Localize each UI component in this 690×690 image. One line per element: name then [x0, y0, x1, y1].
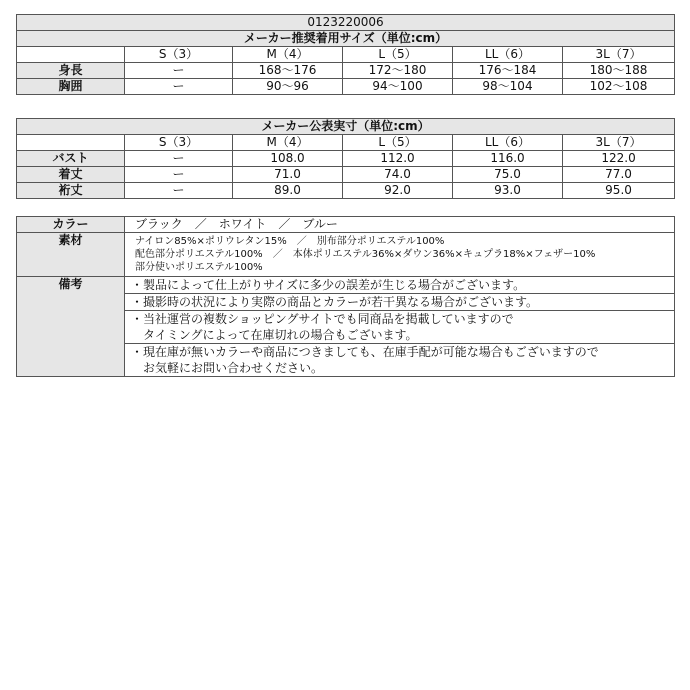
cell-value: 90～96: [233, 79, 343, 95]
size-header-row: [17, 47, 675, 63]
notes-label: 備考: [17, 277, 125, 377]
note-line: ・撮影時の状況により実際の商品とカラーが若干異なる場合がございます。: [131, 295, 539, 309]
cell-value: 93.0: [453, 183, 563, 199]
size-label: S（3）: [125, 47, 233, 63]
cell-value: 176～184: [453, 63, 563, 79]
table-row: [17, 151, 675, 167]
cell-value: ー: [125, 167, 233, 183]
size-label: M（4）: [233, 135, 343, 151]
cell-value: 168～176: [233, 63, 343, 79]
recommended-size-table: [16, 14, 675, 95]
table-row: [17, 63, 675, 79]
cell-value: 180～188: [563, 63, 675, 79]
cell-value: 75.0: [453, 167, 563, 183]
actual-size-title: メーカー公表実寸（単位:cm）: [17, 119, 675, 135]
actual-size-table: [16, 118, 675, 199]
cell-value: 116.0: [453, 151, 563, 167]
recommended-size-title: メーカー推奨着用サイズ（単位:cm）: [17, 31, 675, 47]
notes-row: [17, 277, 675, 294]
blank-cell: [17, 47, 125, 63]
material-line: 部分使いポリエステル100%: [135, 262, 263, 273]
cell-value: 112.0: [343, 151, 453, 167]
cell-value: 98～104: [453, 79, 563, 95]
size-label: M（4）: [233, 47, 343, 63]
cell-value: ー: [125, 151, 233, 167]
cell-value: ー: [125, 183, 233, 199]
size-label: LL（6）: [453, 135, 563, 151]
product-code: 0123220006: [17, 15, 675, 31]
note-line: ・現在庫が無いカラーや商品につきましても、在庫手配が可能な場合もございますので: [131, 345, 599, 359]
cell-value: 74.0: [343, 167, 453, 183]
cell-value: 108.0: [233, 151, 343, 167]
cell-value: 102～108: [563, 79, 675, 95]
cell-value: 77.0: [563, 167, 675, 183]
cell-value: ー: [125, 63, 233, 79]
material-row: [17, 233, 675, 277]
table-row: [17, 167, 675, 183]
row-label: バスト: [17, 151, 125, 167]
note-item: [125, 344, 675, 377]
size-label: S（3）: [125, 135, 233, 151]
cell-value: 92.0: [343, 183, 453, 199]
blank-cell: [17, 135, 125, 151]
cell-value: 71.0: [233, 167, 343, 183]
material-value: [125, 233, 675, 277]
color-label: カラー: [17, 217, 125, 233]
size-header-row: [17, 135, 675, 151]
row-label: 裄丈: [17, 183, 125, 199]
cell-value: 89.0: [233, 183, 343, 199]
cell-value: 94～100: [343, 79, 453, 95]
row-label: 身長: [17, 63, 125, 79]
cell-value: 122.0: [563, 151, 675, 167]
product-details-table: [16, 216, 675, 377]
cell-value: 95.0: [563, 183, 675, 199]
cell-value: 172～180: [343, 63, 453, 79]
row-label: 着丈: [17, 167, 125, 183]
note-item: [125, 277, 675, 294]
material-label: 素材: [17, 233, 125, 277]
size-label: L（5）: [343, 47, 453, 63]
size-label: LL（6）: [453, 47, 563, 63]
note-line: お気軽にお問い合わせください。: [131, 361, 324, 375]
note-line: タイミングによって在庫切れの場合もございます。: [131, 328, 418, 342]
note-line: ・製品によって仕上がりサイズに多少の誤差が生じる場合がございます。: [131, 278, 526, 292]
cell-value: ー: [125, 79, 233, 95]
table-row: [17, 183, 675, 199]
material-line: ナイロン85%×ポリウレタン15% ／ 別布部分ポリエステル100%: [135, 236, 445, 247]
note-item: [125, 294, 675, 311]
material-line: 配色部分ポリエステル100% ／ 本体ポリエステル36%×ダウン36%×キュプラ18%×フェザー10%: [135, 249, 596, 260]
size-label: L（5）: [343, 135, 453, 151]
size-label: 3L（7）: [563, 47, 675, 63]
row-label: 胸囲: [17, 79, 125, 95]
size-label: 3L（7）: [563, 135, 675, 151]
note-item: [125, 311, 675, 344]
color-value: ブラック ／ ホワイト ／ ブルー: [125, 217, 675, 233]
color-row: [17, 217, 675, 233]
table-row: [17, 79, 675, 95]
note-line: ・当社運営の複数ショッピングサイトでも同商品を掲載していますので: [131, 312, 514, 326]
